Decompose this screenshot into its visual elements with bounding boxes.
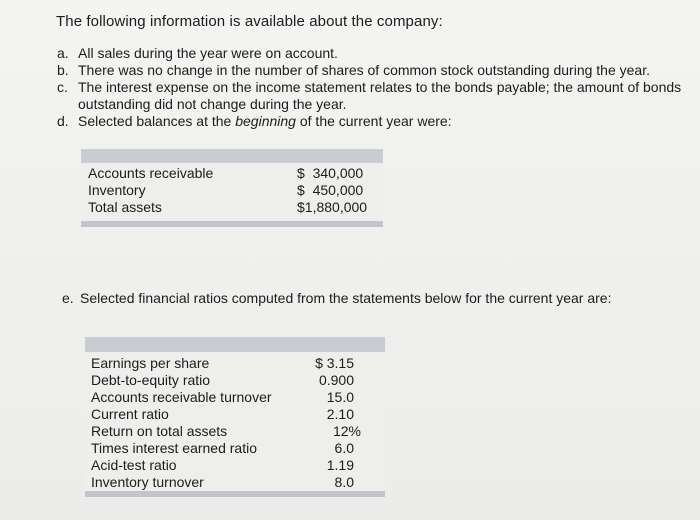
text-before: Selected balances at the [78, 113, 236, 129]
row-value: $1,880,000 [297, 199, 368, 215]
table-header-bar [85, 337, 385, 352]
table-footer-bar [85, 491, 385, 497]
table-row [81, 165, 383, 182]
section-e-text: Selected financial ratios computed from the statements below for the current year are: [80, 290, 612, 306]
section-e [62, 290, 612, 306]
row-label: Debt-to-equity ratio [91, 372, 211, 388]
list-item-c [57, 79, 687, 113]
beginning-balances-table [81, 149, 383, 227]
row-value: 1.19 [326, 457, 354, 473]
row-label: Earnings per share [91, 355, 210, 371]
list-item-b [57, 62, 687, 79]
table-row [85, 406, 385, 423]
row-label: Accounts receivable turnover [91, 389, 272, 405]
table-row [81, 182, 383, 199]
list-marker: d. [57, 113, 69, 129]
list-marker: a. [57, 45, 69, 61]
table-row [85, 440, 385, 457]
list-marker: e. [62, 290, 74, 306]
row-value: 12% [332, 423, 361, 439]
list-marker: b. [57, 62, 69, 78]
row-value: $ 340,000 [297, 165, 364, 181]
list-marker: c. [57, 79, 68, 95]
list-item-text: All sales during the year were on account. [78, 45, 338, 61]
text-after: of the current year were: [295, 113, 452, 129]
table-footer-bar [81, 221, 383, 227]
row-label: Accounts receivable [88, 165, 214, 181]
list-item-text: There was no change in the number of shares of common stock outstanding during the year. [78, 62, 650, 78]
emphasis-text: beginning [235, 113, 296, 129]
row-value: $ 3.15 [315, 355, 354, 371]
list-item-a [57, 45, 687, 62]
list-item-d [57, 113, 687, 130]
intro-text: The following information is available about the company: [56, 13, 443, 30]
row-value: 15.0 [326, 389, 354, 405]
table-row [85, 474, 385, 491]
row-label: Times interest earned ratio [91, 440, 257, 456]
row-label: Inventory turnover [91, 474, 204, 490]
table-header-bar [81, 149, 383, 163]
table-row [85, 372, 385, 389]
table-row [81, 199, 383, 216]
row-label: Acid-test ratio [91, 457, 177, 473]
table-row [85, 423, 385, 440]
list-item-text [78, 113, 687, 130]
row-value: 0.900 [318, 372, 354, 388]
row-label: Return on total assets [91, 423, 228, 439]
list-item-text: The interest expense on the income statement relates to the bonds payable; the amount of bonds outstanding did not change during the year. [78, 79, 682, 112]
table-row [85, 457, 385, 474]
row-label: Total assets [88, 199, 162, 215]
table-row [85, 389, 385, 406]
row-value: 8.0 [334, 474, 354, 490]
row-label: Current ratio [91, 406, 169, 422]
row-label: Inventory [88, 182, 146, 198]
table-row [85, 355, 385, 372]
row-value: $ 450,000 [297, 182, 364, 198]
info-list [57, 45, 687, 130]
financial-ratios-table [85, 337, 385, 497]
row-value: 6.0 [334, 440, 354, 456]
row-value: 2.10 [326, 406, 354, 422]
